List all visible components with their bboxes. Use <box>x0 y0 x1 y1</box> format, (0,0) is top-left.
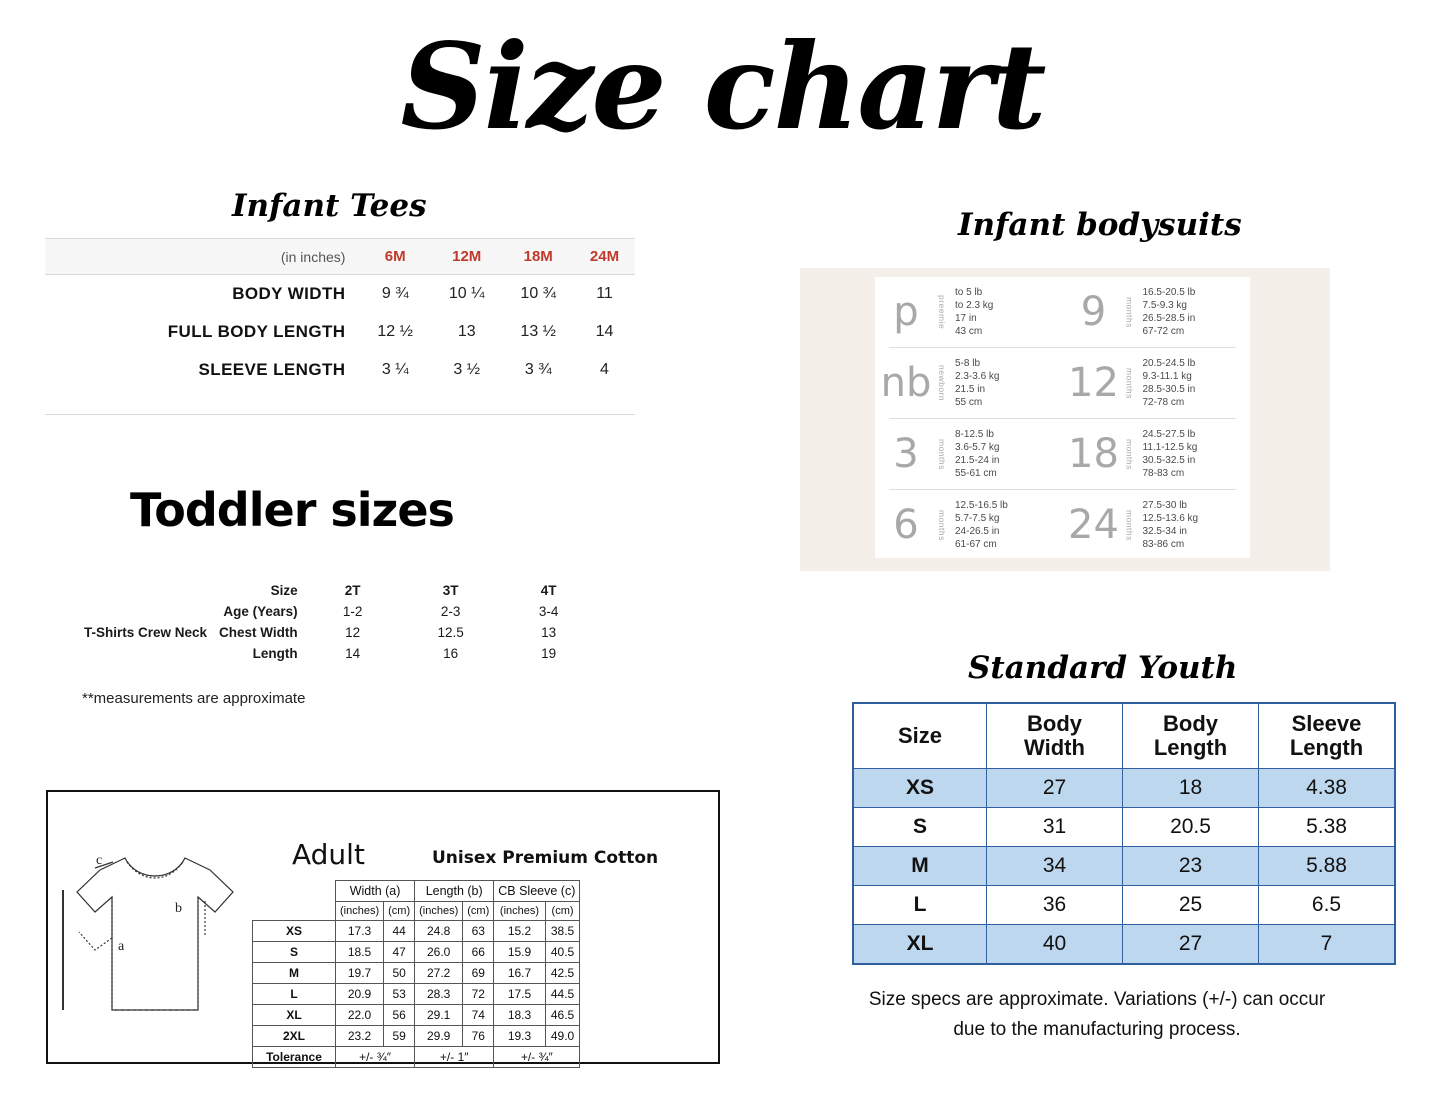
cell: 46.5 <box>545 1005 580 1026</box>
cell: 40 <box>987 925 1123 965</box>
measurement-line: 24.5-27.5 lb <box>1142 429 1196 440</box>
standard-youth-note: Size specs are approximate. Variations (+/-) can occur due to the manufacturing process. <box>868 989 1326 1040</box>
row-label: XL <box>853 925 987 965</box>
cell: 23.2 <box>336 1026 384 1047</box>
table-row <box>45 313 635 351</box>
bodysuit-size: 6 <box>893 502 919 548</box>
bodysuit-measurements <box>1143 286 1196 338</box>
table-row <box>853 769 1395 808</box>
tolerance-value: +/- 1″ <box>415 1047 494 1068</box>
row-label: 2XL <box>253 1026 336 1047</box>
bodysuit-entry <box>1063 490 1251 560</box>
measurement-line: 43 cm <box>955 326 983 337</box>
toddler-note: **measurements are approximate <box>82 690 306 707</box>
adult-unit-5: (cm) <box>545 902 580 921</box>
bodysuit-entry <box>875 419 1063 489</box>
table-row <box>78 643 598 664</box>
bodysuit-measurements <box>1143 499 1199 551</box>
youth-col-3: Sleeve Length <box>1259 703 1396 769</box>
measurement-line: 78-83 cm <box>1142 468 1185 479</box>
measurement-line: to 5 lb <box>955 287 983 298</box>
row-label: Length <box>252 646 298 661</box>
tolerance-value: +/- ¾″ <box>336 1047 415 1068</box>
adult-unit-0: (inches) <box>336 902 384 921</box>
bodysuit-row <box>875 277 1250 347</box>
infant-tees-col-1: 12M <box>431 239 503 275</box>
cell: 27 <box>1123 925 1259 965</box>
measurement-line: 8-12.5 lb <box>955 429 994 440</box>
youth-col-0: Size <box>853 703 987 769</box>
cell: 4.38 <box>1259 769 1396 808</box>
cell: 34 <box>987 847 1123 886</box>
cell: 20.5 <box>1123 808 1259 847</box>
cell: 47 <box>384 942 415 963</box>
measurement-line: 21.5-24 in <box>955 455 1000 466</box>
cell: 72 <box>463 984 494 1005</box>
bodysuit-measurements <box>955 286 993 338</box>
measurement-line: 32.5-34 in <box>1142 526 1187 537</box>
cell: 50 <box>384 963 415 984</box>
table-row <box>45 275 635 314</box>
cell: 13 <box>541 625 557 640</box>
bodysuit-size: p <box>893 289 919 335</box>
cell: 40.5 <box>545 942 580 963</box>
infant-bodysuits-card <box>875 277 1250 558</box>
toddler-heading: Toddler sizes <box>130 483 454 537</box>
row-label: Chest Width <box>219 625 298 640</box>
cell: 76 <box>463 1026 494 1047</box>
spacer <box>78 580 213 601</box>
toddler-col-1: 3T <box>442 583 459 598</box>
cell: 44 <box>384 921 415 942</box>
spacer <box>78 601 213 622</box>
bodysuit-row <box>875 348 1250 418</box>
illustration-label-b: b <box>175 901 182 916</box>
bodysuit-entry <box>875 277 1063 347</box>
cell: 9 ¾ <box>381 285 409 302</box>
cell: 16 <box>443 646 459 661</box>
measurement-line: 16.5-20.5 lb <box>1142 287 1196 298</box>
measurement-line: 3.6-5.7 kg <box>955 442 1000 453</box>
table-row <box>253 1026 580 1047</box>
cell: 12.5 <box>437 625 464 640</box>
table-row <box>253 921 580 942</box>
cell: 17.3 <box>336 921 384 942</box>
toddler-col-0: 2T <box>344 583 361 598</box>
page-title: Size chart <box>400 17 1045 156</box>
infant-tees-heading: Infant Tees <box>232 188 427 224</box>
bodysuit-unit: newborn <box>937 364 947 402</box>
bodysuit-size: 12 <box>1068 360 1119 406</box>
bodysuit-entry <box>1063 419 1251 489</box>
measurement-line: 61-67 cm <box>955 539 997 550</box>
row-label: SLEEVE LENGTH <box>198 360 346 379</box>
cell: 12 <box>345 625 361 640</box>
bodysuit-size: 3 <box>893 431 919 477</box>
measurement-line: 55-61 cm <box>955 468 997 479</box>
measurement-line: to 2.3 kg <box>955 300 994 311</box>
cell: 25 <box>1123 886 1259 925</box>
spacer <box>253 881 336 902</box>
measurement-line: 21.5 in <box>955 384 986 395</box>
cell: 10 ¾ <box>520 285 557 302</box>
bodysuit-entry <box>1063 348 1251 418</box>
row-label: M <box>853 847 987 886</box>
table-row <box>253 963 580 984</box>
infant-tees-col-0: 6M <box>359 239 431 275</box>
cell: 53 <box>384 984 415 1005</box>
table-row <box>853 808 1395 847</box>
cell: 56 <box>384 1005 415 1026</box>
measurement-line: 30.5-32.5 in <box>1142 455 1196 466</box>
infant-tees-unit-label: (in inches) <box>45 239 359 275</box>
table-row <box>253 984 580 1005</box>
cell: 18 <box>1123 769 1259 808</box>
table-header-row <box>853 703 1395 769</box>
bodysuit-unit: months <box>1124 509 1135 541</box>
table-row <box>45 351 635 389</box>
row-label: S <box>853 808 987 847</box>
row-label: BODY WIDTH <box>232 284 346 303</box>
bodysuit-measurements <box>955 499 1008 551</box>
cell: 14 <box>595 323 614 340</box>
bodysuit-unit: months <box>1124 296 1135 328</box>
bodysuit-measurements <box>1143 428 1198 480</box>
cell: 7 <box>1259 925 1396 965</box>
measurement-line: 5.7-7.5 kg <box>955 513 1000 524</box>
row-label: S <box>253 942 336 963</box>
table-row <box>253 1005 580 1026</box>
toddler-size-label: Size <box>270 583 298 598</box>
measurement-line: 11.1-12.5 kg <box>1142 442 1198 453</box>
table-header-row <box>45 239 635 275</box>
table-row <box>853 925 1395 965</box>
cell: 12 ½ <box>377 323 413 340</box>
bodysuit-size: 9 <box>1080 289 1107 335</box>
row-label: XS <box>853 769 987 808</box>
divider <box>45 414 635 415</box>
row-label: Age (Years) <box>223 604 298 619</box>
cell: 18.5 <box>336 942 384 963</box>
measurement-line: 72-78 cm <box>1142 397 1185 408</box>
table-row <box>253 942 580 963</box>
infant-tees-col-3: 24M <box>574 239 635 275</box>
measurement-line: 12.5-13.6 kg <box>1142 513 1199 524</box>
cell: 5.38 <box>1259 808 1396 847</box>
toddler-product-label: T-Shirts Crew Neck <box>84 625 208 640</box>
youth-col-1: Body Width <box>987 703 1123 769</box>
adult-unit-3: (cm) <box>463 902 494 921</box>
cell: 3 ¼ <box>381 361 409 378</box>
row-label: XL <box>253 1005 336 1026</box>
cell: 16.7 <box>494 963 545 984</box>
cell: 44.5 <box>545 984 580 1005</box>
cell: 29.1 <box>415 1005 463 1026</box>
bodysuit-entry <box>875 348 1063 418</box>
cell: 31 <box>987 808 1123 847</box>
cell: 11 <box>596 285 613 302</box>
bodysuit-row <box>875 419 1250 489</box>
bodysuit-unit: months <box>1124 438 1135 470</box>
cell: 19.3 <box>494 1026 545 1047</box>
standard-youth-table <box>852 702 1396 965</box>
cell: 63 <box>463 921 494 942</box>
measurement-line: 27.5-30 lb <box>1142 500 1187 511</box>
cell: 59 <box>384 1026 415 1047</box>
measurement-line: 9.3-11.1 kg <box>1142 371 1192 382</box>
bodysuit-size: 24 <box>1068 502 1119 548</box>
cell: 38.5 <box>545 921 580 942</box>
cell: 28.3 <box>415 984 463 1005</box>
measurement-line: 2.3-3.6 kg <box>955 371 1000 382</box>
bodysuit-size: 18 <box>1068 431 1119 477</box>
cell: 13 <box>457 323 476 340</box>
bodysuit-measurements <box>1143 357 1196 409</box>
tshirt-illustration <box>55 840 255 1045</box>
cell: 27 <box>987 769 1123 808</box>
table-row <box>853 886 1395 925</box>
measurement-line: 28.5-30.5 in <box>1142 384 1196 395</box>
adult-subtitle: Unisex Premium Cotton <box>432 848 659 868</box>
bodysuit-size: nb <box>880 360 932 406</box>
bodysuit-unit: months <box>937 438 947 470</box>
adult-unit-2: (inches) <box>415 902 463 921</box>
adult-group-2: CB Sleeve (c) <box>494 881 580 902</box>
measurement-line: 17 in <box>955 313 977 324</box>
row-label: XS <box>253 921 336 942</box>
measurement-line: 26.5-28.5 in <box>1142 313 1196 324</box>
cell: 69 <box>463 963 494 984</box>
cell: 27.2 <box>415 963 463 984</box>
cell: 19 <box>541 646 557 661</box>
measurement-line: 24-26.5 in <box>955 526 1000 537</box>
cell: 1-2 <box>342 604 363 619</box>
bodysuit-unit: months <box>1124 367 1135 399</box>
bodysuit-entry <box>1063 277 1251 347</box>
table-row <box>853 847 1395 886</box>
table-row <box>253 1047 580 1068</box>
youth-col-2: Body Length <box>1123 703 1259 769</box>
measurement-line: 20.5-24.5 lb <box>1142 358 1196 369</box>
cell: 18.3 <box>494 1005 545 1026</box>
measurement-line: 55 cm <box>955 397 983 408</box>
measurement-line: 7.5-9.3 kg <box>1142 300 1187 311</box>
toddler-table <box>78 580 598 664</box>
cell: 22.0 <box>336 1005 384 1026</box>
measurement-line: 83-86 cm <box>1142 539 1185 550</box>
table-row <box>78 622 598 643</box>
tolerance-label: Tolerance <box>253 1047 336 1068</box>
table-header-row <box>78 580 598 601</box>
cell: 3 ½ <box>453 361 481 378</box>
adult-title: Adult <box>292 838 365 871</box>
spacer <box>78 643 213 664</box>
table-row <box>78 601 598 622</box>
cell: 36 <box>987 886 1123 925</box>
cell: 66 <box>463 942 494 963</box>
cell: 14 <box>345 646 361 661</box>
cell: 29.9 <box>415 1026 463 1047</box>
adult-unit-1: (cm) <box>384 902 415 921</box>
cell: 4 <box>600 361 609 378</box>
adult-group-1: Length (b) <box>415 881 494 902</box>
tolerance-value: +/- ¾″ <box>494 1047 580 1068</box>
measurement-line: 5-8 lb <box>955 358 981 369</box>
bodysuit-entry <box>875 490 1063 560</box>
infant-bodysuits-heading: Infant bodysuits <box>958 207 1242 243</box>
row-label: FULL BODY LENGTH <box>167 322 346 341</box>
cell: 2-3 <box>440 604 461 619</box>
cell: 3-4 <box>538 604 559 619</box>
bodysuit-unit: months <box>937 509 947 541</box>
cell: 3 ¾ <box>524 361 552 378</box>
measurement-line: 67-72 cm <box>1142 326 1185 337</box>
cell: 74 <box>463 1005 494 1026</box>
standard-youth-heading: Standard Youth <box>968 650 1238 686</box>
cell: 15.2 <box>494 921 545 942</box>
infant-tees-col-2: 18M <box>502 239 574 275</box>
table-header-row <box>253 881 580 902</box>
spacer <box>253 902 336 921</box>
adult-group-0: Width (a) <box>336 881 415 902</box>
cell: 23 <box>1123 847 1259 886</box>
adult-table <box>252 880 580 1068</box>
bodysuit-unit: preemie <box>937 294 947 330</box>
cell: 19.7 <box>336 963 384 984</box>
illustration-label-c: c <box>96 853 103 868</box>
cell: 10 ¼ <box>448 285 485 302</box>
cell: 5.88 <box>1259 847 1396 886</box>
bodysuit-measurements <box>955 428 999 480</box>
row-label: L <box>253 984 336 1005</box>
toddler-col-2: 4T <box>540 583 557 598</box>
infant-tees-table <box>45 238 635 389</box>
row-label: M <box>253 963 336 984</box>
measurement-line: 12.5-16.5 lb <box>955 500 1008 511</box>
row-label: L <box>853 886 987 925</box>
table-header-row <box>253 902 580 921</box>
bodysuit-row <box>875 490 1250 560</box>
cell: 6.5 <box>1259 886 1396 925</box>
cell: 42.5 <box>545 963 580 984</box>
adult-unit-4: (inches) <box>494 902 545 921</box>
bodysuit-measurements <box>955 357 999 409</box>
cell: 15.9 <box>494 942 545 963</box>
cell: 20.9 <box>336 984 384 1005</box>
cell: 24.8 <box>415 921 463 942</box>
illustration-label-a: a <box>118 939 125 954</box>
cell: 17.5 <box>494 984 545 1005</box>
cell: 49.0 <box>545 1026 580 1047</box>
cell: 13 ½ <box>520 323 557 340</box>
cell: 26.0 <box>415 942 463 963</box>
